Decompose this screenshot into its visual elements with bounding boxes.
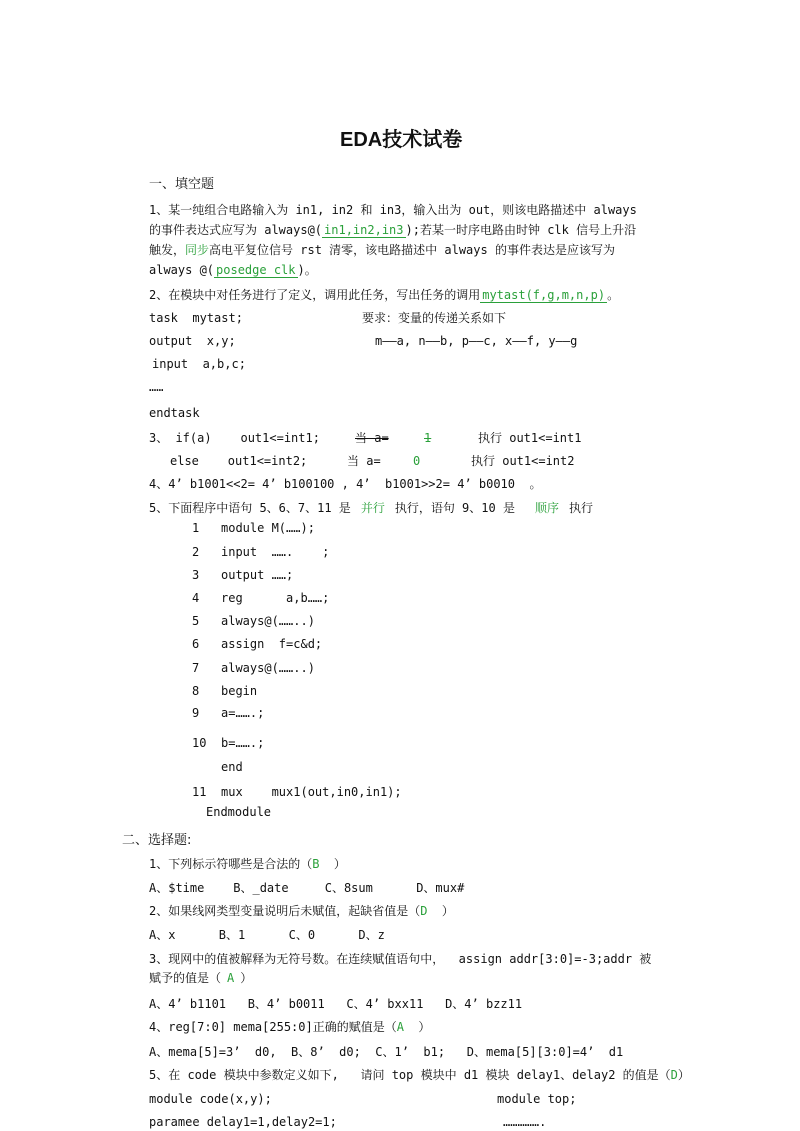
code-line-number: 6 (192, 637, 200, 651)
mc3-answer: A (227, 971, 235, 985)
q3-line1-exec: 执行 out1<=int1 (478, 431, 582, 445)
code-line: always@(……..) (221, 614, 315, 628)
mc4-text: 4、reg[7:0] mema[255:0]正确的赋值是（ (149, 1020, 397, 1034)
q1-line3 (149, 243, 615, 257)
code-line: module M(……); (221, 521, 315, 535)
q5-line1 (149, 501, 593, 515)
mc5-code-param: paramee delay1=1,delay2=1; (149, 1115, 337, 1129)
mc4-answer: A (396, 1020, 404, 1034)
q1-text: 的事件表达式应写为 always@( (149, 223, 323, 237)
q3-answer2: 0 (413, 454, 421, 468)
q1-line4 (149, 263, 317, 277)
code-line: reg a,b……; (221, 591, 330, 605)
q1-line1: 1、某一纯组合电路输入为 in1, in2 和 in3，输入出为 out，则该电路描述中 always (149, 203, 637, 217)
mc2-question (149, 904, 454, 918)
q5-answer2: 顺序 (534, 501, 559, 515)
code-line-number: 2 (192, 545, 200, 559)
q2-text: 2、在模块中对任务进行了定义，调用此任务，写出任务的调用 (149, 288, 481, 302)
q2-requirement: 要求：变量的传递关系如下 (362, 311, 507, 325)
code-line-number: 10 (192, 736, 207, 750)
mc5-code-dots: ……………. (503, 1115, 547, 1129)
code-line: always@(……..) (221, 661, 315, 675)
mc1-question (149, 857, 346, 871)
mc3-options: A、4’ b1101 B、4’ b0011 C、4’ bxx11 D、4’ bzz11 (149, 997, 523, 1011)
code-line-number: 11 (192, 785, 207, 799)
mc1-text: 1、下列标示符哪些是合法的（ (149, 857, 313, 871)
q5-text: 执行 (568, 501, 593, 515)
code-line-number: 5 (192, 614, 200, 628)
q1-text: always @( (149, 263, 215, 277)
q2-output-line: output x,y; (149, 334, 236, 348)
q4-line: 4、4’ b1001<<2= 4’ b100100 , 4’ b1001>>2= 4’ b0010 。 (149, 477, 542, 491)
section1-heading: 一、填空题 (149, 177, 215, 192)
q1-answer2: 同步 (185, 243, 210, 257)
code-line: end (221, 760, 243, 774)
q3-answer1: 1 (424, 431, 432, 445)
code-line-number: 8 (192, 684, 200, 698)
mc5-text: ） (677, 1068, 690, 1082)
mc5-answer: D (670, 1068, 678, 1082)
q2-line1 (149, 288, 619, 302)
mc3-text: ） (240, 971, 253, 985)
q1-line2 (149, 223, 636, 237)
mc5-question (149, 1068, 690, 1082)
code-line: mux mux1(out,in0,in1); (221, 785, 402, 799)
mc5-code-module-code: module code(x,y); (149, 1092, 272, 1106)
mc5-text: 5、在 code 模块中参数定义如下, 请问 top 模块中 d1 模块 delay1、delay2 的值是（ (149, 1068, 671, 1082)
q2-dots: …… (149, 380, 164, 394)
mc4-text: ） (403, 1020, 431, 1034)
q5-text: 执行，语句 9、10 是 (394, 501, 515, 515)
mc2-answer: D (420, 904, 428, 918)
mc2-text: ） (427, 904, 454, 918)
q2-task-line: task mytast; (149, 311, 243, 325)
section2-heading: 二、选择题: (122, 833, 192, 848)
mc2-options: A、x B、1 C、0 D、z (149, 928, 385, 942)
q1-text: 高电平复位信号 rst 清零，该电路描述中 always 的事件表达是应该写为 (209, 243, 615, 257)
q2-text: 。 (607, 288, 620, 302)
code-line: a=…….; (221, 706, 265, 720)
code-endmodule: Endmodule (206, 805, 272, 819)
code-line: output ……; (221, 568, 294, 582)
q1-answer1: in1,in2,in3 (324, 223, 404, 237)
q1-answer3: posedge clk (216, 263, 296, 277)
q3-line2-code: else out1<=int2; (170, 454, 308, 468)
q5-text: 5、下面程序中语句 5、6、7、11 是 (149, 501, 351, 515)
q3-line2-exec: 执行 out1<=int2 (471, 454, 575, 468)
mc5-code-module-top: module top; (497, 1092, 577, 1106)
code-line-number: 1 (192, 521, 200, 535)
code-line: b=…….; (221, 736, 265, 750)
code-line: assign f=c&d; (221, 637, 323, 651)
mc1-options: A、$time B、_date C、8sum D、mux# (149, 881, 465, 895)
q3-line2-condition: 当 a= (347, 454, 381, 468)
mc3-text: 赋予的值是（ (149, 971, 222, 985)
q5-answer1: 并行 (360, 501, 385, 515)
q2-mapping: m——a, n——b, p——c, x——f, y——g (375, 334, 578, 348)
mc1-text: ） (319, 857, 346, 871)
code-line-number: 4 (192, 591, 200, 605)
mc1-answer: B (312, 857, 320, 871)
mc4-question (149, 1020, 430, 1034)
code-line-number: 7 (192, 661, 200, 675)
mc3-question-line1: 3、现网中的值被解释为无符号数。在连续赋值语句中， assign addr[3:0]=-3;addr 被 (149, 952, 652, 966)
q3-line1-condition: 当 a= (355, 431, 389, 445)
mc2-text: 2、如果线网类型变量说明后未赋值，起缺省值是（ (149, 904, 421, 918)
mc3-question-line2 (149, 971, 252, 985)
code-line: input ……. ; (221, 545, 330, 559)
code-line-number: 3 (192, 568, 200, 582)
q2-answer: mytast(f,g,m,n,p) (482, 288, 606, 302)
q3-line1-code: 3、 if(a) out1<=int1; (149, 431, 320, 445)
q1-text: )。 (297, 263, 317, 277)
page-title: EDA技术试卷 (340, 129, 463, 151)
q2-endtask: endtask (149, 406, 200, 420)
q2-input-line: input a,b,c; (152, 357, 246, 371)
code-line-number: 9 (192, 706, 200, 720)
q1-text: 触发， (149, 243, 186, 257)
mc4-options: A、mema[5]=3’ d0, B、8’ d0; C、1’ b1; D、mema[5][3:0]=4’ d1 (149, 1045, 624, 1059)
code-line: begin (221, 684, 258, 698)
q1-text: );若某一时序电路由时钟 clk 信号上升沿 (405, 223, 637, 237)
